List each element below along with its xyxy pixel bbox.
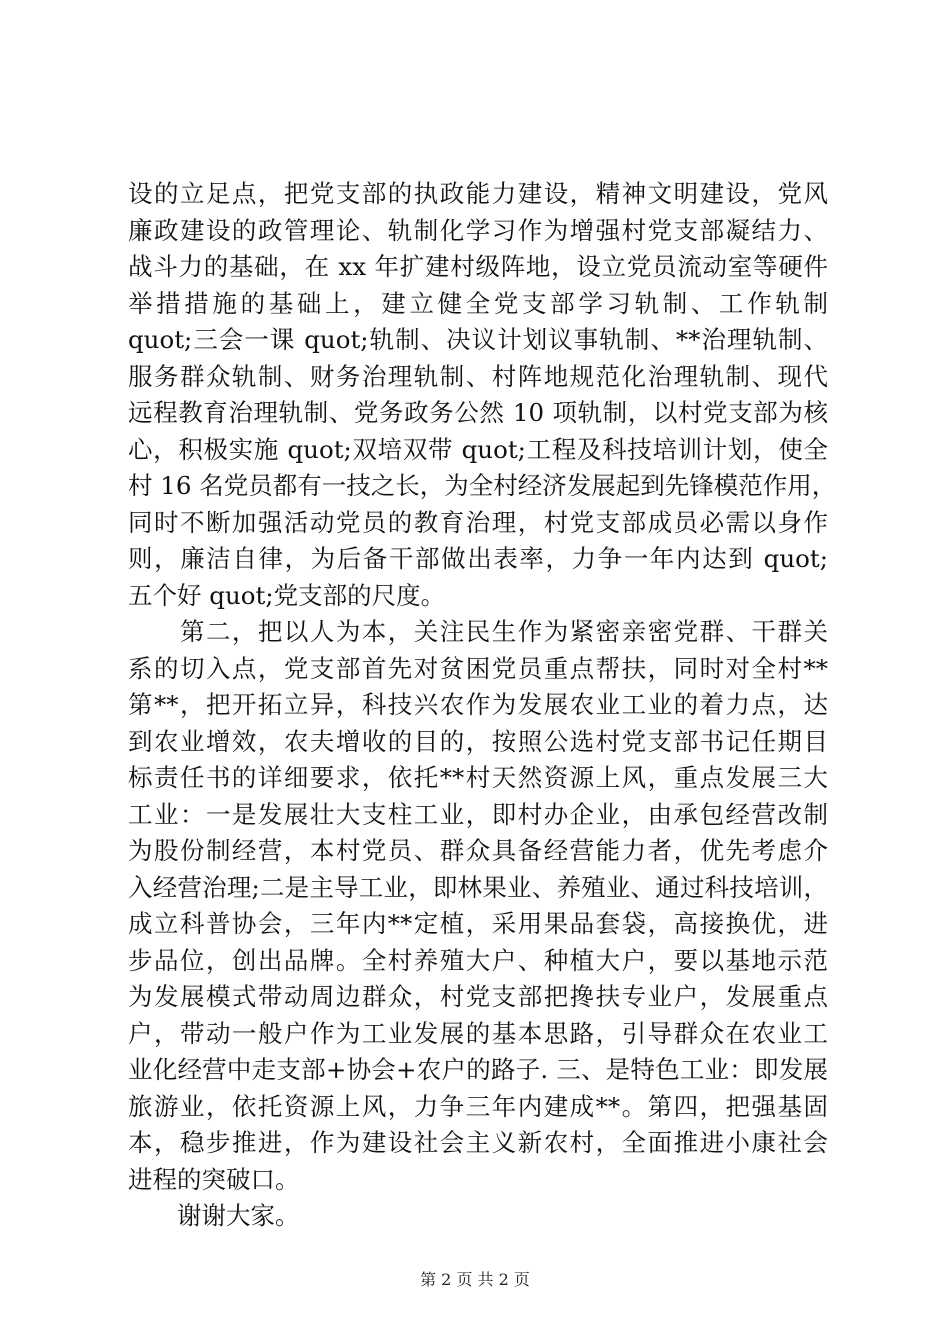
text-line: 入经营治理;二是主导工业，即林果业、养殖业、通过科技培训，	[128, 872, 828, 902]
text-line: 本，稳步推进，作为建设社会主义新农村，全面推进小康社会	[128, 1128, 828, 1157]
document-body	[128, 176, 837, 1235]
text-line: 战斗力的基础，在 xx 年扩建村级阵地，设立党员流动室等硬件	[128, 252, 828, 281]
text-line: 服务群众轨制、财务治理轨制、村阵地规范化治理轨制、现代	[128, 361, 828, 391]
text-line: 为发展模式带动周边群众，村党支部把搀扶专业户，发展重点	[128, 982, 828, 1011]
text-line: 旅游业，依托资源上风，力争三年内建成**。第四，把强基固	[128, 1091, 828, 1121]
text-line: 到农业增效，农夫增收的目的，按照公选村党支部书记任期目	[128, 726, 828, 756]
paragraph-end-line: 进程的突破口。	[128, 1164, 300, 1194]
text-line: 同时不断加强活动党员的教育治理，村党支部成员必需以身作	[128, 507, 828, 537]
closing-line: 谢谢大家。	[128, 1201, 300, 1230]
text-line: 第二，把以人为本，关注民生作为紧密亲密党群、干群关	[128, 617, 828, 646]
text-line: 步品位，创出品牌。全村养殖大户、种植大户，要以基地示范	[128, 945, 828, 975]
text-line: 户，带动一般户作为工业发展的基本思路，引导群众在农业工	[128, 1018, 828, 1048]
page-number-footer: 第 2 页 共 2 页	[420, 1270, 530, 1289]
text-line: 设的立足点，把党支部的执政能力建设，精神文明建设，党风	[128, 179, 828, 208]
text-line: 成立科普协会，三年内**定植，采用果品套袋，高接换优，进	[128, 909, 828, 938]
text-line: quot;三会一课 quot;轨制、决议计划议事轨制、**治理轨制、	[128, 325, 828, 354]
text-line: 为股份制经营，本村党员、群众具备经营能力者，优先考虑介	[128, 836, 828, 865]
text-line: 心，积极实施 quot;双培双带 quot;工程及科技培训计划，使全	[128, 434, 828, 464]
text-line: 标责任书的详细要求，依托**村天然资源上风，重点发展三大	[128, 763, 828, 792]
text-line: 村 16 名党员都有一技之长，为全村经济发展起到先锋模范作用，	[128, 471, 837, 500]
text-line: 第**，把开拓立异，科技兴农作为发展农业工业的着力点，达	[128, 690, 828, 719]
text-line: 工业：一是发展壮大支柱工业，即村办企业，由承包经营改制	[128, 799, 828, 829]
text-line: 廉政建设的政管理论、轨制化学习作为增强村党支部凝结力、	[128, 215, 828, 245]
text-line: 业化经营中走支部+协会+农户的路子. 三、是特色工业：即发展	[128, 1055, 828, 1084]
text-line: 远程教育治理轨制、党务政务公然 10 项轨制，以村党支部为核	[128, 398, 828, 427]
text-line: 系的切入点，党支部首先对贫困党员重点帮扶，同时对全村**	[128, 653, 828, 683]
text-line: 举措措施的基础上，建立健全党支部学习轨制、工作轨制	[128, 288, 828, 318]
paragraph-end-line: 五个好 quot;党支部的尺度。	[128, 580, 446, 610]
text-line: 则，廉洁自律，为后备干部做出表率，力争一年内达到 quot;	[128, 544, 828, 573]
